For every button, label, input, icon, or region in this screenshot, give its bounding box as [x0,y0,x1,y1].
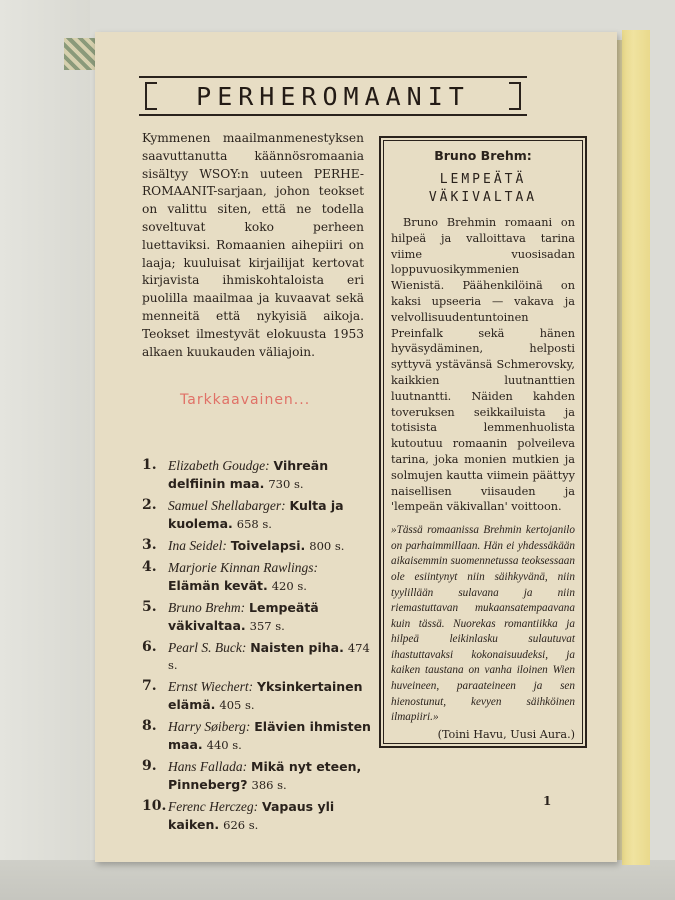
review-box [379,136,587,748]
book-title: Kulta ja kuolema. [168,498,344,531]
background-left [0,0,90,900]
book-pages: 420 s. [271,579,307,593]
book-pages: 357 s. [249,619,285,633]
book-spine-strip [622,30,650,865]
book-number: 9. [142,758,157,774]
book-number: 3. [142,537,157,553]
book-title: Yksinkertainen elämä. [168,679,363,712]
book-author: Marjorie Kinnan Rawlings: [168,560,319,575]
book-title: Lempeätä väkivaltaa. [168,600,319,633]
book-item [142,798,372,834]
book-author: Ferenc Herczeg: [168,799,259,814]
book-title: Elämän kevät. [168,578,268,593]
book-author: Harry Søiberg: [168,719,251,734]
book-number: 8. [142,718,157,734]
book-item [142,497,372,533]
book-item [142,537,372,555]
book-author: Hans Fallada: [168,759,248,774]
book-number: 1. [142,457,157,473]
bracket-right-icon [509,82,521,110]
book-item [142,758,372,794]
book-title: Mikä nyt eteen, Pinneberg? [168,759,362,792]
series-header [139,76,527,116]
book-number: 5. [142,599,157,615]
book-pages: 730 s. [268,477,304,491]
book-number: 10. [142,798,167,814]
watermark: Tarkkaavainen... [180,392,311,408]
book-title: Elävien ihmisten maa. [168,719,371,752]
book-back-cover [95,32,617,862]
book-item [142,718,372,754]
book-title: Toivelapsi. [230,538,306,553]
book-author: Ina Seidel: [168,538,227,553]
book-pages: 440 s. [206,738,242,752]
review-quote: »Tässä romaanissa Brehmin kertojanilo on parhaimmillaan. Hän ei yhdessäkään aikaisemmin suomennetussa teoksessaan ole esiintynyt niin säihkyvänä, niin tyylillään sulavana ja niin riemastuttavan mukaansatempaavana kuin tässä. Nuorekas romantiikka ja hilpeä leikinlasku sulautuvat ihastuttavaksi kokonaisuudeksi, ja kaiken taustana on vanha iloinen Wien huveineen, paraateineen ja sen hienostunut, kevyen säihköinen ilmapiiri.» [391,524,575,724]
book-title: Vihreän delfiinin maa. [168,458,329,491]
book-item [142,639,372,674]
book-title: Vapaus yli kaiken. [168,799,335,832]
book-item [142,457,372,493]
book-pages: 386 s. [251,778,287,792]
book-author: Pearl S. Buck: [168,640,247,655]
book-number: 6. [142,639,157,655]
intro-paragraph: Kymmenen maailmanmenestyksen saavuttanutta käännösromaania sisältyy WSOY:n uuteen PERHE-ROMAANIT-sarjaan, johon teokset on valittu siten, että ne todella soveltuvat koko perheen luettaviksi. Romaanien aihepiiri on laaja; kuuluisat kirjailijat kertovat kirjavista ihmiskohtaloista eri puolilla maailmaa ja kuvaavat sekä menneitä että nykyisiä aikoja. Teokset ilmestyvät elokuusta 1953 alkaen kuukauden väliajoin. [142,131,364,359]
book-number: 7. [142,678,157,694]
series-title: PERHEROMAANIT [196,81,470,111]
review-author: Bruno Brehm: [434,148,532,163]
page-number: 1 [543,794,552,808]
book-item [142,559,372,595]
book-list [142,457,372,838]
review-title: LEMPEÄTÄ VÄKIVALTAA [428,172,538,205]
book-pages: 658 s. [236,517,272,531]
background-table [0,860,675,900]
book-item [142,678,372,714]
book-pages: 626 s. [223,818,259,832]
book-author: Samuel Shellabarger: [168,498,286,513]
book-pages: 405 s. [219,698,255,712]
book-number: 2. [142,497,157,513]
book-title: Naisten piha. [250,640,344,655]
book-number: 4. [142,559,157,575]
book-pages: 800 s. [309,539,345,553]
review-body: Bruno Brehmin romaani on hilpeä ja valloittava tarina viime vuosisadan loppuvuosikymmenien Wienistä. Päähenkilöinä on kaksi upseeria — vakava ja velvollisuudentuntoinen Preinfalk sekä hänen hyväsydäminen, helposti syttyvä ystävänsä Schmerovsky, kaikkien luutnanttien luutnantti. Näiden kahden toveruksen seikkailuista ja totisista lemmenhuolista kutoutuu romaanin polveileva tarina, joka monien mutkien ja solmujen kautta viimein päättyy naisellisen viisauden ja 'lempeän väkivallan' voittoon. [391,216,575,514]
review-source: (Toini Havu, Uusi Aura.) [437,727,575,741]
book-pages: 474 s. [168,641,370,672]
bracket-left-icon [145,82,157,110]
book-author: Ernst Wiechert: [168,679,254,694]
book-item [142,599,372,635]
book-author: Bruno Brehm: [168,600,246,615]
book-author: Elizabeth Goudge: [168,458,270,473]
